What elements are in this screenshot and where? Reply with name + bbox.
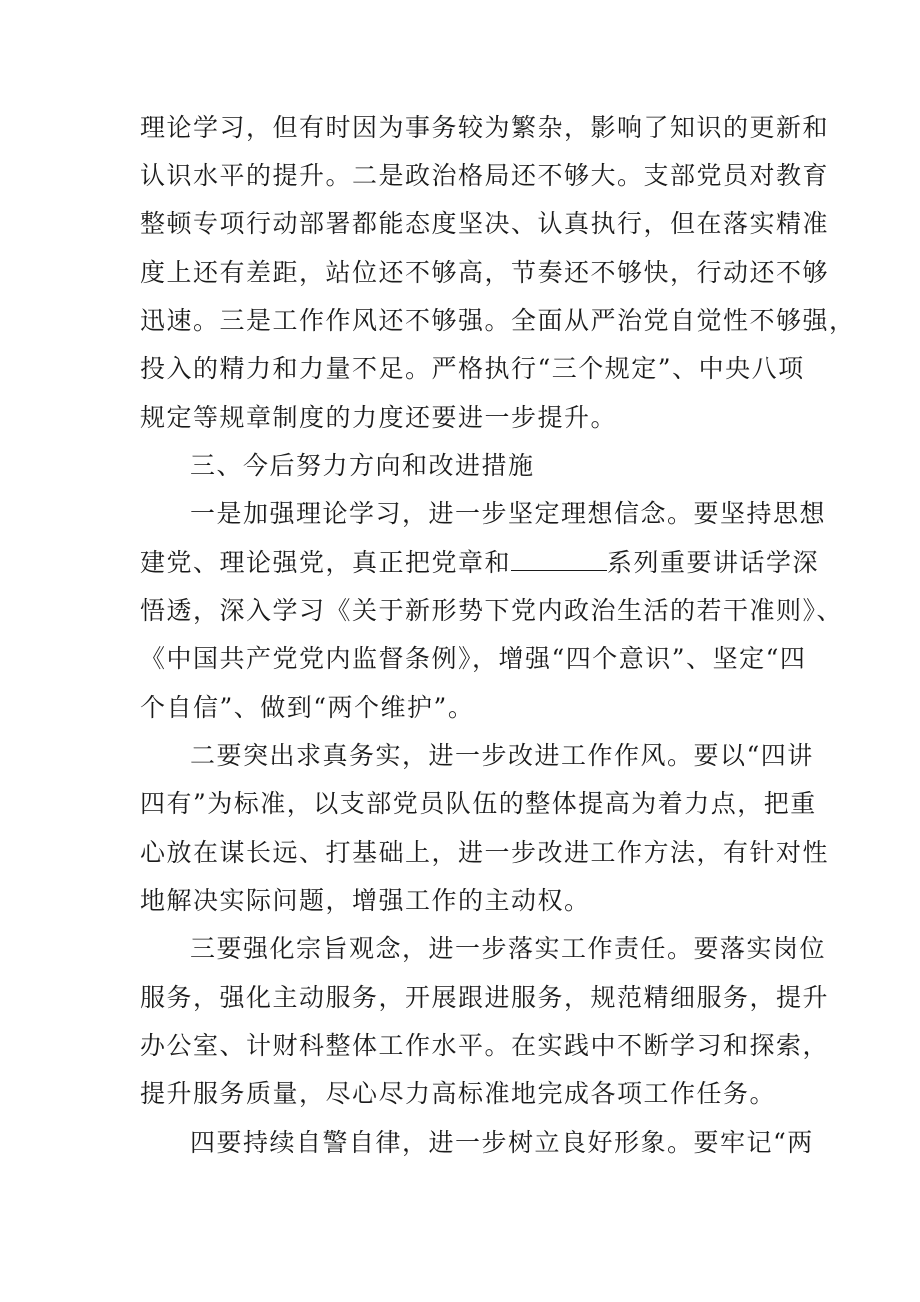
- blank-suffix: 系列重要讲话学深: [607, 548, 820, 577]
- paragraph-line: 《中国共产党党内监督条例》，增强“四个意识”、坚定“四: [140, 644, 807, 673]
- paragraph-line: 四要持续自警自律，进一步树立良好形象。要牢记“两: [190, 1128, 814, 1157]
- paragraph-line: 认识水平的提升。二是政治格局还不够大。支部党员对教育: [140, 161, 830, 190]
- paragraph-line: 提升服务质量，尽心尽力高标准地完成各项工作任务。: [140, 1079, 777, 1108]
- paragraph-line: 地解决实际问题，增强工作的主动权。: [140, 886, 591, 915]
- paragraph-line: 个自信”、做到“两个维护”。: [140, 693, 475, 722]
- paragraph-line: 迅速。三是工作作风还不够强。全面从严治党自觉性不够强，: [140, 306, 856, 335]
- paragraph-line: 心放在谋长远、打基础上，进一步改进工作方法，有针对性: [140, 838, 830, 867]
- paragraph-line: 办公室、计财科整体工作水平。在实践中不断学习和探索，: [140, 1031, 830, 1060]
- fill-in-blank: [511, 548, 607, 571]
- paragraph-line: 规定等规章制度的力度还要进一步提升。: [140, 403, 618, 432]
- blank-prefix: 建党、理论强党，真正把党章和: [140, 548, 512, 577]
- paragraph-line: 一是加强理论学习，进一步坚定理想信念。要坚持思想: [190, 499, 827, 528]
- section-heading: 三、今后努力方向和改进措施: [190, 451, 535, 480]
- paragraph-line: 理论学习，但有时因为事务较为繁杂，影响了知识的更新和: [140, 113, 830, 142]
- paragraph-line: 服务，强化主动服务，开展跟进服务，规范精细服务，提升: [140, 983, 830, 1012]
- paragraph-line: 三要强化宗旨观念，进一步落实工作责任。要落实岗位: [190, 934, 827, 963]
- paragraph-line: 四有”为标准，以支部党员队伍的整体提高为着力点，把重: [140, 789, 817, 818]
- paragraph-line: 投入的精力和力量不足。严格执行“三个规定”、中央八项: [140, 354, 805, 383]
- paragraph-line: 度上还有差距，站位还不够高，节奏还不够快，行动还不够: [140, 258, 830, 287]
- paragraph-line: 悟透，深入学习《关于新形势下党内政治生活的若干准则》、: [140, 596, 844, 625]
- paragraph-line-with-blank: [140, 547, 819, 579]
- paragraph-line: 整顿专项行动部署都能态度坚决、认真执行，但在落实精准: [140, 209, 830, 238]
- paragraph-line: 二要突出求真务实，进一步改进工作作风。要以“四讲: [190, 741, 814, 770]
